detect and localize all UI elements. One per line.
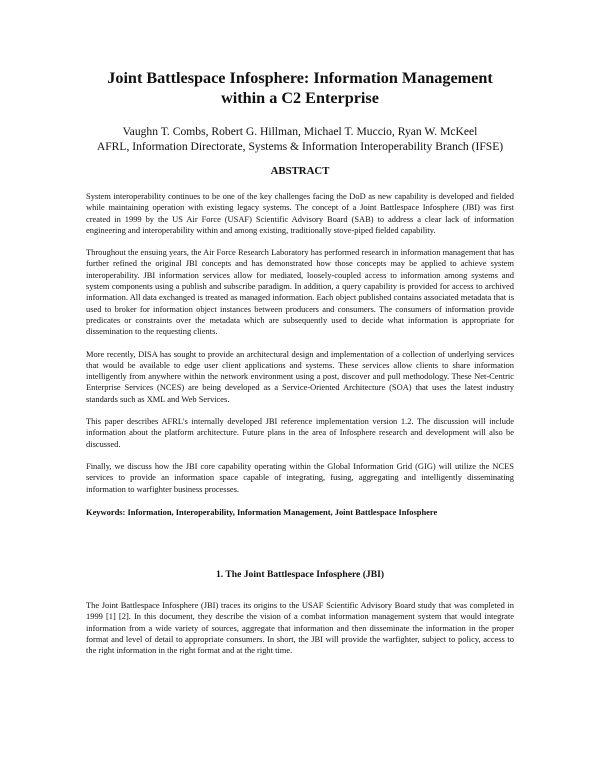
keywords-line: Keywords: Information, Interoperability, Information Management, Joint Battlespace Infosphere [86, 506, 438, 517]
title-line-2: within a C2 Enterprise [221, 89, 379, 107]
abstract-heading: ABSTRACT [270, 165, 330, 177]
abstract-paragraph-2: Throughout the ensuing years, the Air Force Research Laboratory has performed research in information management that has further refined the original JBI concepts and has demonstrated how those concepts may be applied to achieve system interoperability. JBI information services allow for mediated, loosely-coupled access to information among systems and system components using a publish and subscribe paradigm. In addition, a query capability is provided for access to archived information. All data exchanged is treated as managed information. Each object published contains associated metadata that is used to broker for information object instances between producers and consumers. The consumers of information provide predicates or constraints over the metadata which are subsequently used to decide what information is appropriate for dissemination to the requesting clients. [86, 247, 514, 337]
paper-title [86, 68, 514, 108]
abstract-paragraph-4: This paper describes AFRL's internally developed JBI reference implementation version 1.2. The discussion will include information about the platform architecture. Future plans in the area of Infosphere research and development will also be discussed. [86, 416, 514, 449]
section-1-paragraph: The Joint Battlespace Infosphere (JBI) traces its origins to the USAF Scientific Advisory Board study that was completed in 1999 [1] [2]. In this document, they describe the vision of a combat information management system that would integrate information from a wide variety of sources, aggregate that information and then disseminate the information in the proper format and level of detail to appropriate consumers. In short, the JBI will provide the warfighter, subject to policy, access to the right information in the right format and at the right time. [86, 600, 514, 656]
abstract-paragraph-1: System interoperability continues to be one of the key challenges facing the DoD as new capability is developed and fielded while maintaining operation with existing legacy systems. The concept of a Joint Battlespace Infosphere (JBI) was first created in 1999 by the US Air Force (USAF) Scientific Advisory Board (SAB) to address a clear lack of information engineering and interoperability within and among existing, traditionally stove-piped fielded capability. [86, 191, 514, 235]
title-line-1: Joint Battlespace Infosphere: Information Management [107, 69, 493, 87]
author-block [86, 124, 514, 154]
abstract-paragraph-5: Finally, we discuss how the JBI core capability operating within the Global Information Grid (GIG) will utilize the NCES services to provide an information space capable of integrating, fusing, aggregating and intelligently disseminating information to warfighter business processes. [86, 460, 514, 494]
author-affiliation: AFRL, Information Directorate, Systems & Information Interoperability Branch (IFSE) [96, 140, 504, 153]
abstract-paragraph-3: More recently, DISA has sought to provide an architectural design and implementation of a collection of underlying services that would be available to edge user client applications and systems. These services allow clients to share information intelligently from anywhere within the network environment using a post, discover and pull methodology. These Net-Centric Enterprise Services (NCES) are being developed as a Service-Oriented Architecture (SOA) that uses the latest industry standards such as XML and Web Services. [86, 348, 514, 404]
section-1-heading: 1. The Joint Battlespace Infosphere (JBI) [215, 569, 385, 581]
author-names: Vaughn T. Combs, Robert G. Hillman, Michael T. Muccio, Ryan W. McKeel [122, 125, 478, 138]
